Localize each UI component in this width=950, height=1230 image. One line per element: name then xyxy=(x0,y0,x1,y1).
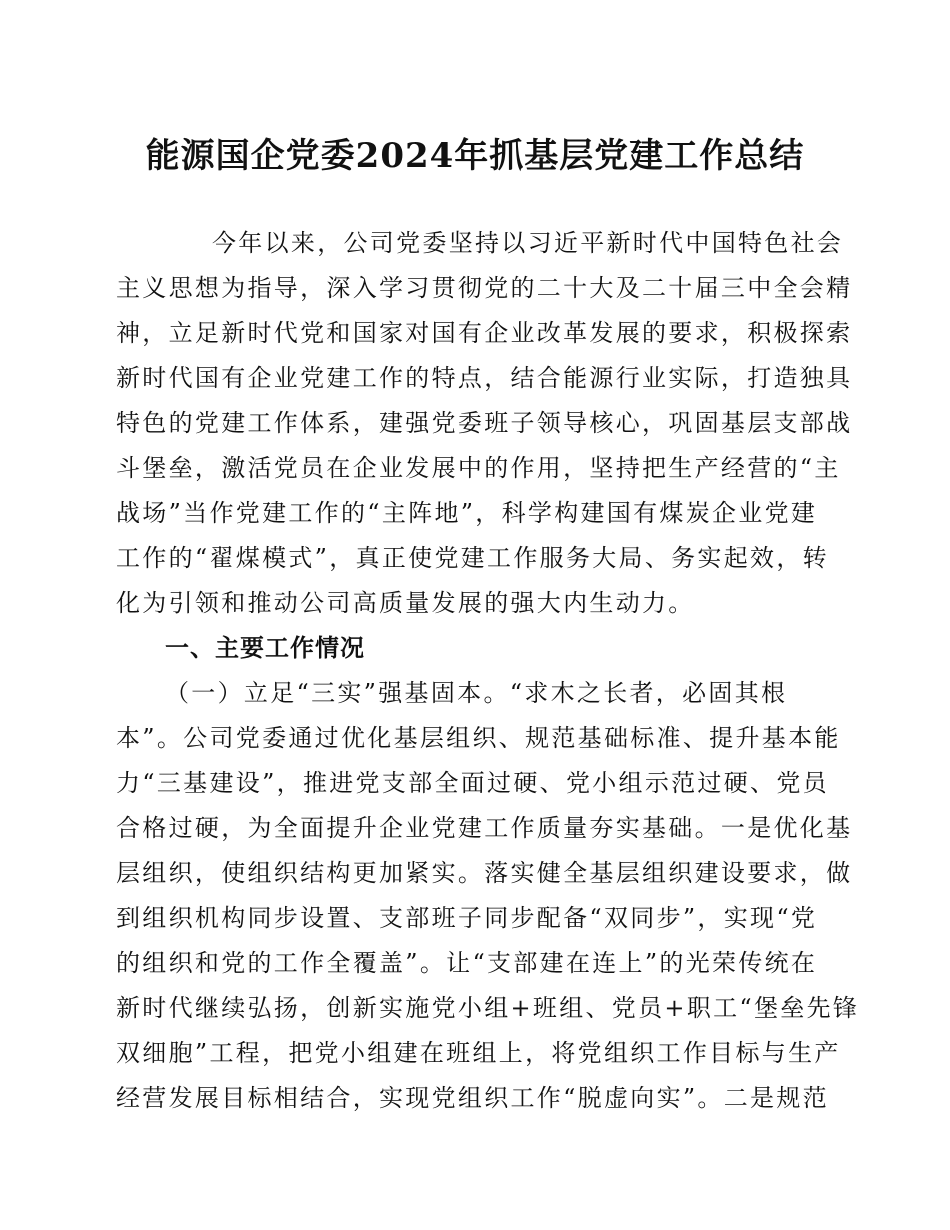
section-line: 经营发展目标相结合，实现党组织工作“脱虚向实”。二是规范 xyxy=(116,1084,829,1112)
intro-line: 化为引领和推动公司高质量发展的强大内生动力。 xyxy=(116,589,695,617)
section-line: 双细胞”工程，把党小组建在班组上，将党组织工作目标与生产 xyxy=(116,1039,841,1067)
section-line: 新时代继续弘扬，创新实施党小组+班组、党员+职工“堡垒先锋 xyxy=(116,994,860,1022)
intro-line: 特色的党建工作体系，建强党委班子领导核心，巩固基层支部战 xyxy=(116,409,853,437)
intro-line: 主义思想为指导，深入学习贯彻党的二十大及二十届三中全会精 xyxy=(116,274,853,302)
section-line: 层组织，使组织结构更加紧实。落实健全基层组织建设要求，做 xyxy=(116,859,853,887)
section-line: 合格过硬，为全面提升企业党建工作质量夯实基础。一是优化基 xyxy=(116,814,853,842)
intro-line: 今年以来，公司党委坚持以习近平新时代中国特色社会 xyxy=(212,229,844,257)
intro-line: 工作的“翟煤模式”，真正使党建工作服务大局、务实起效，转 xyxy=(116,544,829,572)
intro-line: 斗堡垒，激活党员在企业发展中的作用，坚持把生产经营的“主 xyxy=(116,454,841,482)
section-line: 到组织机构同步设置、支部班子同步配备“双同步”，实现“党 xyxy=(116,904,818,932)
section-line: （一）立足“三实”强基固本。“求木之长者，必固其根 xyxy=(165,679,788,707)
section-line: 力“三基建设”，推进党支部全面过硬、党小组示范过硬、党员 xyxy=(116,769,829,797)
intro-line: 战场”当作党建工作的“主阵地”，科学构建国有煤炭企业党建 xyxy=(116,499,818,527)
section-line: 的组织和党的工作全覆盖”。让“支部建在连上”的光荣传统在 xyxy=(116,949,818,977)
intro-line: 神，立足新时代党和国家对国有企业改革发展的要求，积极探索 xyxy=(116,319,853,347)
section-line: 本”。公司党委通过优化基层组织、规范基础标准、提升基本能 xyxy=(116,724,841,752)
document-title: 能源国企党委2024年抓基层党建工作总结 xyxy=(145,136,805,176)
section-heading: 一、主要工作情况 xyxy=(165,634,365,662)
intro-line: 新时代国有企业党建工作的特点，结合能源行业实际，打造独具 xyxy=(116,364,853,392)
